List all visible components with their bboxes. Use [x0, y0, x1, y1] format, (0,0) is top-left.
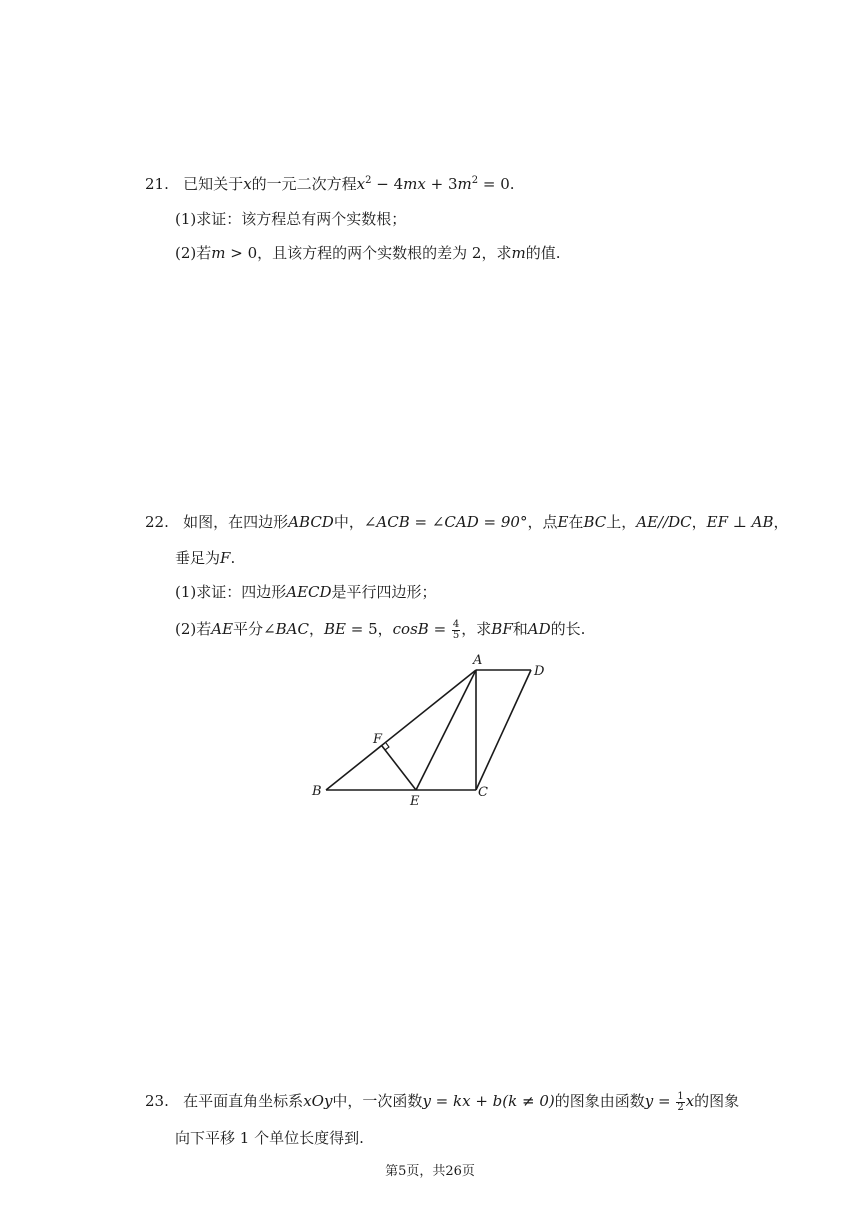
label-E: E — [410, 794, 420, 809]
fraction-four-fifths: $\frac{4}{5}$ — [452, 618, 460, 641]
label-D: D — [534, 664, 545, 679]
segment-AE — [416, 670, 476, 790]
q21-number: 21. — [145, 175, 169, 193]
label-C: C — [478, 785, 488, 800]
q22-line2: 垂足为F. — [175, 549, 236, 567]
fraction-one-half: $\frac{1}{2}$ — [677, 1090, 684, 1113]
q22-number: 22. — [145, 513, 169, 531]
segment-BA — [326, 670, 476, 790]
q21-line1: 21. 已知关于x的一元二次方程$x^2 - 4mx + 3m^2 = 0$. — [145, 175, 515, 193]
segment-EF — [382, 746, 416, 790]
q23-line2: 向下平移 1 个单位长度得到. — [175, 1129, 364, 1147]
q22-part2: (2)若AE平分∠BAC，BE = 5，cosB = $\frac{4}{5}$ ，求BF和AD的长. — [175, 618, 586, 641]
segment-DC — [476, 670, 531, 790]
q23-line1: 23. 在平面直角坐标系xOy中，一次函数y = kx + b(k ≠ 0)的图象由函数y = $\frac{1}{2}$ x的图象 — [145, 1090, 740, 1113]
q21-part2: (2)若m > 0，且该方程的两个实数根的差为 2，求m的值. — [175, 244, 561, 262]
q22-line1: 22. 如图，在四边形ABCD中，∠ACB = ∠CAD = 90°，点E在BC上，AE//DC，EF ⊥ AB， — [145, 513, 789, 531]
q23-number: 23. — [145, 1092, 169, 1110]
q21-part1: (1)求证：该方程总有两个实数根； — [175, 210, 407, 228]
label-F: F — [373, 732, 383, 747]
label-B: B — [312, 784, 322, 799]
quadrilateral-figure — [300, 648, 570, 813]
label-A: A — [473, 653, 483, 668]
page-footer: 第5页，共26页 — [385, 1164, 475, 1179]
q22-part1: (1)求证：四边形AECD是平行四边形； — [175, 583, 437, 601]
right-angle-mark — [385, 743, 389, 750]
